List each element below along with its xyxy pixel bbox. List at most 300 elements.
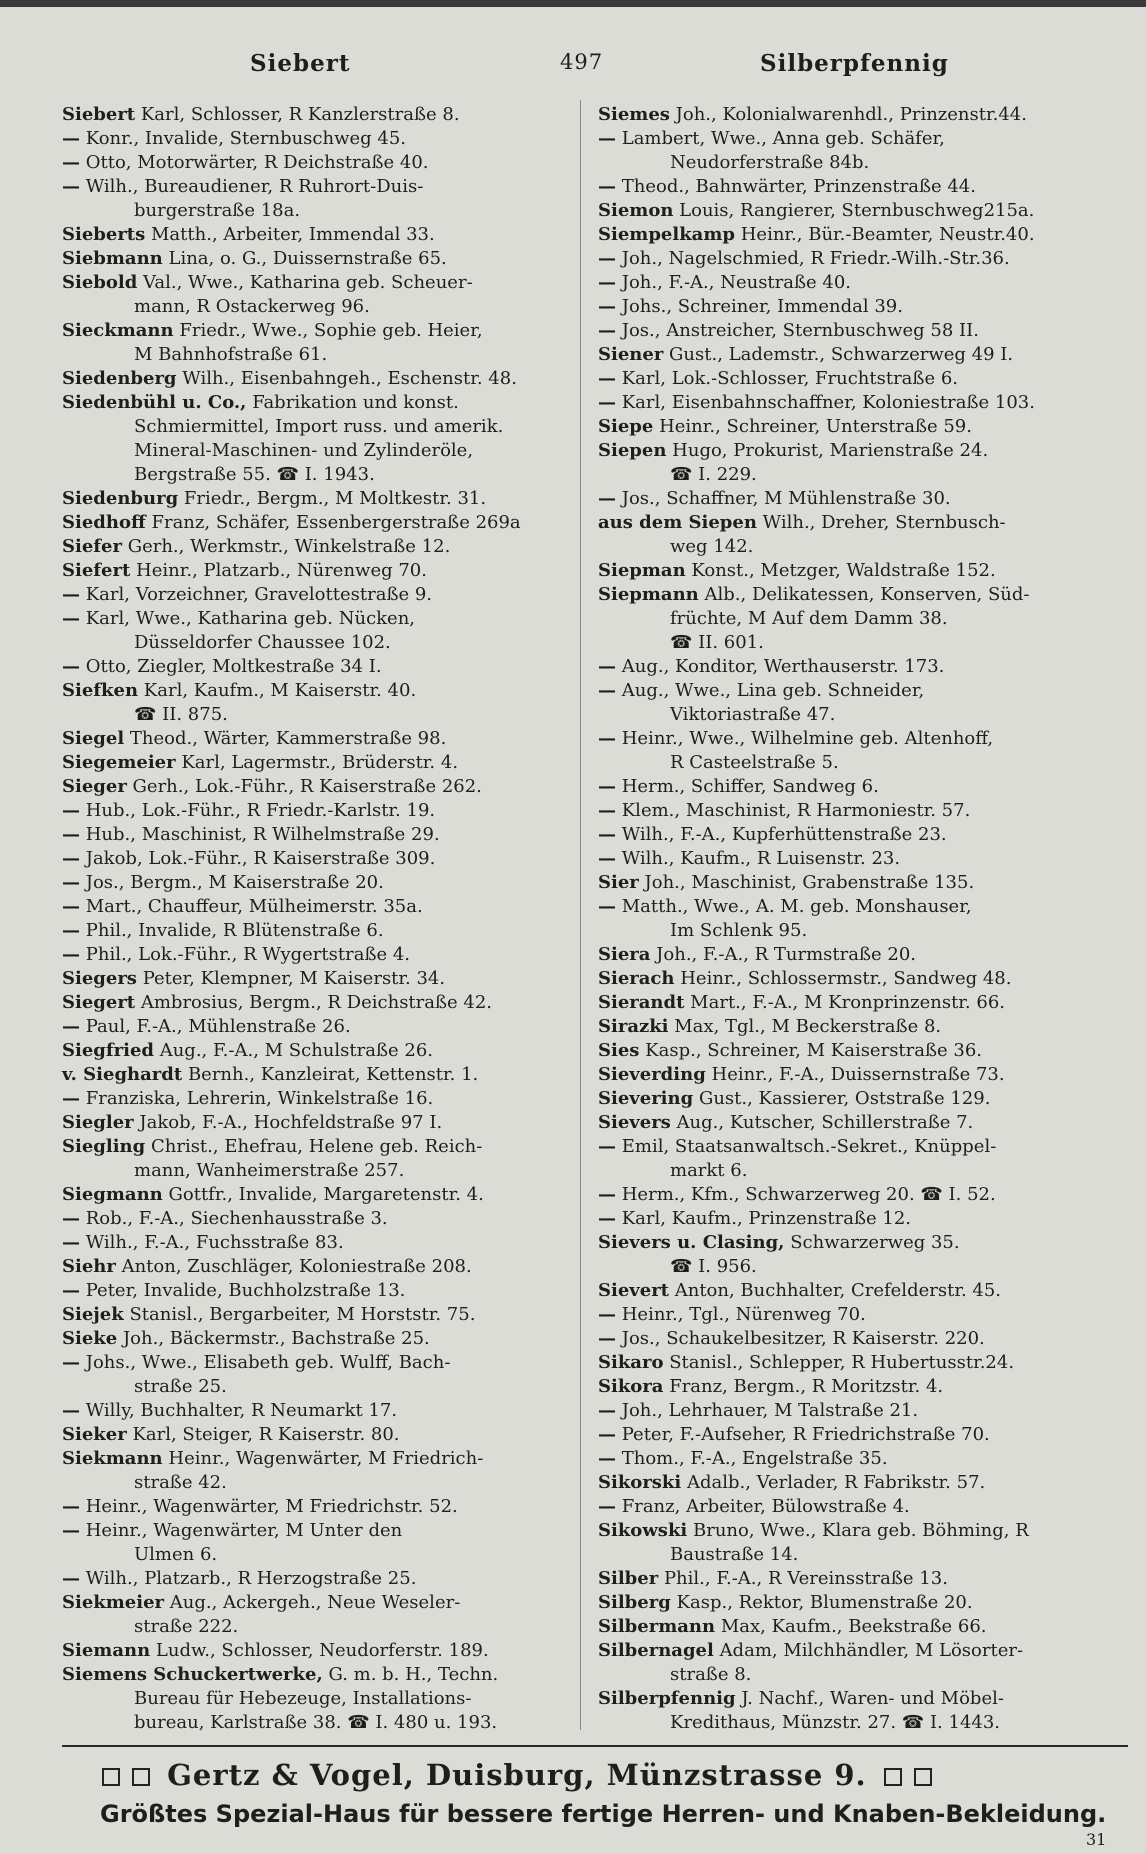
entry-surname: —	[62, 824, 80, 845]
directory-entry	[598, 847, 1128, 871]
directory-entry	[598, 1639, 1128, 1663]
entry-details: Jakob, Lok.-Führ., R Kaiserstraße 309.	[85, 848, 436, 869]
entry-details: Theod., Wärter, Kammerstraße 98.	[129, 728, 447, 749]
directory-entry	[598, 1423, 1128, 1447]
entry-surname: Siegfried	[62, 1040, 154, 1061]
entry-details: Joh., F.-A., R Turmstraße 20.	[656, 944, 917, 965]
entry-details: Friedr., Bergm., M Moltkestr. 31.	[183, 488, 487, 509]
entry-surname: Siedenburg	[62, 488, 179, 509]
entry-surname: Siener	[598, 344, 664, 365]
directory-entry	[598, 655, 1128, 679]
entry-details: Karl, Lagermstr., Brüderstr. 4.	[181, 752, 459, 773]
entry-details: Jos., Schaukelbesitzer, R Kaiserstr. 220.	[621, 1328, 985, 1349]
directory-entry	[598, 775, 1128, 799]
directory-entry	[598, 871, 1128, 895]
entry-details: Franz, Bergm., R Moritzstr. 4.	[669, 1376, 944, 1397]
entry-surname: —	[62, 656, 80, 677]
entry-continuation: Kredithaus, Münzstr. 27. ☎ I. 1443.	[670, 1712, 1001, 1733]
directory-entry	[62, 1015, 574, 1039]
directory-entry	[62, 319, 574, 343]
directory-entry	[62, 895, 574, 919]
entry-details: Heinr., Wagenwärter, M Friedrich-	[168, 1448, 484, 1469]
directory-entry	[598, 1087, 1128, 1111]
entry-surname: Siegemeier	[62, 752, 176, 773]
entry-surname: —	[598, 776, 616, 797]
entry-details: Hub., Lok.-Führ., R Friedr.-Karlstr. 19.	[85, 800, 436, 821]
entry-details: Joh., Kolonialwarenhdl., Prinzenstr.44.	[675, 104, 1027, 125]
entry-surname: —	[598, 392, 616, 413]
directory-entry	[62, 1111, 574, 1135]
entry-details: Max, Kaufm., Beekstraße 66.	[720, 1616, 987, 1637]
entry-surname: Siegel	[62, 728, 125, 749]
entry-surname: —	[598, 1424, 616, 1445]
entry-details: Fabrikation und konst.	[252, 392, 459, 413]
top-border	[0, 0, 1146, 7]
entry-surname: —	[62, 1352, 80, 1373]
entry-surname: —	[62, 896, 80, 917]
entry-details: Gust., Lademstr., Schwarzerweg 49 I.	[669, 344, 1014, 365]
entry-surname: Sierach	[598, 968, 675, 989]
entry-details: Emil, Staatsanwaltsch.-Sekret., Knüppel-	[621, 1136, 997, 1157]
entry-continuation: ☎ I. 956.	[670, 1256, 757, 1277]
entry-surname: —	[598, 1496, 616, 1517]
entry-surname: Sirazki	[598, 1016, 669, 1037]
entry-surname: —	[598, 728, 616, 749]
entry-surname: Siera	[598, 944, 651, 965]
entry-details: Bernh., Kanzleirat, Kettenstr. 1.	[187, 1064, 479, 1085]
ad-rule	[62, 1745, 1128, 1747]
directory-entry	[598, 103, 1128, 127]
entry-details: Heinr., Wagenwärter, M Friedrichstr. 52.	[85, 1496, 458, 1517]
directory-entry	[598, 511, 1128, 535]
entry-details: Matth., Arbeiter, Immendal 33.	[151, 224, 435, 245]
entry-surname: —	[598, 248, 616, 269]
directory-entry	[62, 919, 574, 943]
entry-details: Heinr., Wwe., Wilhelmine geb. Altenhoff,	[621, 728, 994, 749]
entry-surname: Sikora	[598, 1376, 664, 1397]
entry-continuation: Neudorferstraße 84b.	[670, 152, 870, 173]
entry-details: Schwarzerweg 35.	[790, 1232, 960, 1253]
entry-surname: —	[598, 296, 616, 317]
entry-continuation: Mineral-Maschinen- und Zylinderöle,	[134, 440, 474, 461]
entry-details: Mart., Chauffeur, Mülheimerstr. 35a.	[85, 896, 423, 917]
entry-continuation: früchte, M Auf dem Damm 38.	[670, 608, 948, 629]
directory-entry	[598, 1375, 1128, 1399]
directory-entry	[598, 1327, 1128, 1351]
entry-continuation: M Bahnhofstraße 61.	[134, 344, 328, 365]
entry-details: Hub., Maschinist, R Wilhelmstraße 29.	[85, 824, 440, 845]
entry-surname: —	[62, 128, 80, 149]
directory-entry	[598, 1567, 1128, 1591]
directory-entry	[598, 1519, 1128, 1543]
entry-details: Klem., Maschinist, R Harmoniestr. 57.	[621, 800, 971, 821]
entry-surname: Silberg	[598, 1592, 671, 1613]
entry-details: Franz, Schäfer, Essenbergerstraße 269a	[151, 512, 521, 533]
directory-entry	[598, 439, 1128, 463]
entry-surname: Siekmeier	[62, 1592, 165, 1613]
entry-details: Peter, F.-Aufseher, R Friedrichstraße 70.	[621, 1424, 990, 1445]
entry-details: Paul, F.-A., Mühlenstraße 26.	[85, 1016, 351, 1037]
entry-details: Mart., F.-A., M Kronprinzenstr. 66.	[690, 992, 1005, 1013]
entry-details: Aug., Ackergeh., Neue Weseler-	[169, 1592, 461, 1613]
directory-entry	[62, 223, 574, 247]
directory-entry	[62, 1423, 574, 1447]
advertisement-line1	[96, 1758, 1136, 1792]
entry-surname: —	[598, 176, 616, 197]
entry-surname: Sievering	[598, 1088, 694, 1109]
entry-surname: —	[62, 1400, 80, 1421]
entry-continuation: bureau, Karlstraße 38. ☎ I. 480 u. 193.	[134, 1712, 498, 1733]
directory-entry	[598, 943, 1128, 967]
entry-surname: —	[598, 896, 616, 917]
directory-entry	[598, 367, 1128, 391]
entry-details: Otto, Motorwärter, R Deichstraße 40.	[85, 152, 429, 173]
entry-surname: Silbernagel	[598, 1640, 714, 1661]
directory-entry	[62, 1447, 574, 1471]
entry-surname: —	[62, 920, 80, 941]
entry-details: Anton, Buchhalter, Crefelderstr. 45.	[674, 1280, 1002, 1301]
directory-entry	[598, 1039, 1128, 1063]
entry-continuation: Ulmen 6.	[134, 1544, 218, 1565]
entry-details: Hugo, Prokurist, Marienstraße 24.	[672, 440, 989, 461]
directory-entry	[598, 271, 1128, 295]
entry-details: Karl, Eisenbahnschaffner, Koloniestraße 103.	[621, 392, 1035, 413]
directory-entry	[62, 1399, 574, 1423]
entry-surname: Siebert	[62, 104, 136, 125]
entry-continuation: straße 8.	[670, 1664, 752, 1685]
entry-details: Wilh., Dreher, Sternbusch-	[762, 512, 1006, 533]
directory-entry	[598, 175, 1128, 199]
entry-surname: —	[62, 848, 80, 869]
entry-surname: —	[62, 584, 80, 605]
directory-entry	[62, 247, 574, 271]
entry-surname: —	[62, 800, 80, 821]
square-ornament-icon	[884, 1768, 902, 1786]
entry-details: Karl, Vorzeichner, Gravelottestraße 9.	[85, 584, 433, 605]
entry-details: Heinr., Platzarb., Nürenweg 70.	[136, 560, 427, 581]
entry-continuation: Viktoriastraße 47.	[670, 704, 836, 725]
entry-details: Rob., F.-A., Siechenhausstraße 3.	[85, 1208, 388, 1229]
entry-details: Heinr., Schlossermstr., Sandweg 48.	[680, 968, 1012, 989]
entry-continuation: mann, R Ostackerweg 96.	[134, 296, 370, 317]
directory-entry	[598, 823, 1128, 847]
directory-entry	[598, 1015, 1128, 1039]
entry-details: Friedr., Wwe., Sophie geb. Heier,	[179, 320, 483, 341]
directory-entry	[598, 1399, 1128, 1423]
entry-details: Franziska, Lehrerin, Winkelstraße 16.	[85, 1088, 434, 1109]
entry-continuation: Schmiermittel, Import russ. und amerik.	[134, 416, 504, 437]
entry-details: Phil., F.-A., R Vereinsstraße 13.	[663, 1568, 948, 1589]
square-ornament-icon	[914, 1768, 932, 1786]
entry-surname: Siegers	[62, 968, 137, 989]
right-column	[598, 103, 1128, 1735]
entry-details: Heinr., Schreiner, Unterstraße 59.	[659, 416, 972, 437]
entry-details: Adalb., Verlader, R Fabrikstr. 57.	[686, 1472, 986, 1493]
entry-surname: Siejek	[62, 1304, 124, 1325]
entry-surname: Siemann	[62, 1640, 151, 1661]
entry-continuation: ☎ I. 229.	[670, 464, 757, 485]
directory-entry	[62, 271, 574, 295]
directory-entry	[598, 1687, 1128, 1711]
entry-surname: Sier	[598, 872, 639, 893]
entry-details: Aug., F.-A., M Schulstraße 26.	[159, 1040, 433, 1061]
square-ornament-icon	[102, 1768, 120, 1786]
directory-entry	[598, 559, 1128, 583]
entry-surname: Sikorski	[598, 1472, 682, 1493]
entry-details: Joh., Nagelschmied, R Friedr.-Wilh.-Str.36.	[621, 248, 1010, 269]
entry-details: Otto, Ziegler, Moltkestraße 34 I.	[85, 656, 382, 677]
entry-details: Wilh., Eisenbahngeh., Eschenstr. 48.	[182, 368, 517, 389]
directory-entry	[62, 1183, 574, 1207]
entry-details: Christ., Ehefrau, Helene geb. Reich-	[150, 1136, 483, 1157]
running-head-left: Siebert	[250, 50, 351, 77]
directory-entry	[62, 655, 574, 679]
entry-details: Karl, Kaufm., Prinzenstraße 12.	[621, 1208, 912, 1229]
entry-continuation: mann, Wanheimerstraße 257.	[134, 1160, 405, 1181]
directory-entry	[598, 319, 1128, 343]
entry-details: Joh., Maschinist, Grabenstraße 135.	[644, 872, 975, 893]
entry-surname: Siepen	[598, 440, 667, 461]
entry-details: Adam, Milchhändler, M Lösorter-	[719, 1640, 1024, 1661]
left-column	[62, 103, 574, 1735]
directory-entry	[598, 799, 1128, 823]
directory-entry	[62, 1663, 574, 1687]
entry-details: Heinr., F.-A., Duissernstraße 73.	[711, 1064, 1005, 1085]
entry-surname: Siegling	[62, 1136, 146, 1157]
directory-entry	[598, 1351, 1128, 1375]
entry-surname: —	[598, 272, 616, 293]
directory-entry	[598, 1063, 1128, 1087]
entry-surname: —	[62, 1232, 80, 1253]
entry-details: Peter, Klempner, M Kaiserstr. 34.	[142, 968, 446, 989]
column-divider	[580, 100, 581, 1730]
directory-entry	[62, 1303, 574, 1327]
entry-details: Wilh., F.-A., Kupferhüttenstraße 23.	[621, 824, 947, 845]
entry-surname: —	[62, 1016, 80, 1037]
entry-continuation: Bureau für Hebezeuge, Installations-	[134, 1688, 472, 1709]
directory-entry	[62, 991, 574, 1015]
directory-entry	[598, 1303, 1128, 1327]
entry-details: Konr., Invalide, Sternbuschweg 45.	[85, 128, 407, 149]
directory-entry	[62, 1231, 574, 1255]
entry-details: Stanisl., Bergarbeiter, M Horststr. 75.	[129, 1304, 476, 1325]
entry-details: Aug., Konditor, Werthauserstr. 173.	[621, 656, 945, 677]
entry-continuation: weg 142.	[670, 536, 754, 557]
running-head-right: Silberpfennig	[760, 50, 949, 77]
ad-headline: Gertz & Vogel, Duisburg, Münzstrasse 9.	[167, 1758, 867, 1792]
directory-entry	[598, 1471, 1128, 1495]
directory-entry	[598, 1615, 1128, 1639]
entry-surname: —	[598, 1400, 616, 1421]
entry-details: Heinr., Bür.-Beamter, Neustr.40.	[740, 224, 1035, 245]
directory-entry	[62, 1255, 574, 1279]
directory-entry	[62, 1327, 574, 1351]
entry-details: Wilh., Bureaudiener, R Ruhrort-Duis-	[85, 176, 424, 197]
directory-entry	[598, 199, 1128, 223]
directory-entry	[62, 1519, 574, 1543]
directory-entry	[598, 487, 1128, 511]
directory-entry	[62, 607, 574, 631]
entry-details: Phil., Invalide, R Blütenstraße 6.	[85, 920, 384, 941]
entry-surname: —	[62, 1088, 80, 1109]
entry-surname: —	[598, 488, 616, 509]
directory-entry	[598, 1183, 1128, 1207]
entry-surname: v. Sieghardt	[62, 1064, 183, 1085]
entry-details: Herm., Kfm., Schwarzerweg 20. ☎ I. 52.	[621, 1184, 996, 1205]
entry-surname: Siemon	[598, 200, 674, 221]
entry-surname: Siedenbühl u. Co.,	[62, 392, 247, 413]
entry-continuation: R Casteelstraße 5.	[670, 752, 839, 773]
entry-details: J. Nachf., Waren- und Möbel-	[741, 1688, 1004, 1709]
directory-entry	[62, 679, 574, 703]
directory-entry	[598, 295, 1128, 319]
directory-entry	[62, 103, 574, 127]
entry-details: Theod., Bahnwärter, Prinzenstraße 44.	[621, 176, 976, 197]
entry-surname: —	[598, 1208, 616, 1229]
entry-details: Wilh., Platzarb., R Herzogstraße 25.	[85, 1568, 417, 1589]
directory-entry	[62, 799, 574, 823]
entry-details: Willy, Buchhalter, R Neumarkt 17.	[85, 1400, 398, 1421]
entry-details: Thom., F.-A., Engelstraße 35.	[621, 1448, 888, 1469]
directory-entry	[62, 967, 574, 991]
entry-details: Joh., Lehrhauer, M Talstraße 21.	[621, 1400, 919, 1421]
directory-entry	[598, 247, 1128, 271]
entry-surname: —	[62, 608, 80, 629]
directory-entry	[598, 1135, 1128, 1159]
entry-details: Konst., Metzger, Waldstraße 152.	[691, 560, 996, 581]
entry-details: Gottfr., Invalide, Margaretenstr. 4.	[168, 1184, 484, 1205]
entry-surname: Siefken	[62, 680, 139, 701]
entry-surname: —	[598, 848, 616, 869]
directory-entry	[62, 559, 574, 583]
directory-entry	[62, 391, 574, 415]
entry-details: Ludw., Schlosser, Neudorferstr. 189.	[155, 1640, 489, 1661]
entry-surname: Silber	[598, 1568, 659, 1589]
entry-surname: Siekmann	[62, 1448, 163, 1469]
entry-surname: Siefert	[62, 560, 131, 581]
entry-details: Johs., Schreiner, Immendal 39.	[621, 296, 903, 317]
directory-entry	[62, 1495, 574, 1519]
entry-surname: —	[62, 1280, 80, 1301]
entry-continuation: Bergstraße 55. ☎ I. 1943.	[134, 464, 375, 485]
directory-entry	[62, 487, 574, 511]
entry-details: Gerh., Lok.-Führ., R Kaiserstraße 262.	[132, 776, 482, 797]
entry-surname: —	[598, 680, 616, 701]
entry-details: Johs., Wwe., Elisabeth geb. Wulff, Bach-	[85, 1352, 451, 1373]
entry-surname: Siedenberg	[62, 368, 177, 389]
directory-entry	[62, 1279, 574, 1303]
entry-surname: Siemens Schuckertwerke,	[62, 1664, 323, 1685]
entry-surname: Sievers u. Clasing,	[598, 1232, 785, 1253]
entry-continuation: ☎ II. 875.	[134, 704, 228, 725]
entry-surname: Sieberts	[62, 224, 146, 245]
entry-details: Max, Tgl., M Beckerstraße 8.	[674, 1016, 942, 1037]
entry-continuation: straße 42.	[134, 1472, 227, 1493]
entry-surname: Siedhoff	[62, 512, 146, 533]
directory-entry	[598, 1495, 1128, 1519]
directory-entry	[598, 1591, 1128, 1615]
directory-entry	[62, 1591, 574, 1615]
entry-surname: —	[62, 944, 80, 965]
directory-entry	[598, 727, 1128, 751]
entry-details: Joh., F.-A., Neustraße 40.	[621, 272, 852, 293]
directory-entry	[598, 223, 1128, 247]
entry-details: Lambert, Wwe., Anna geb. Schäfer,	[621, 128, 945, 149]
entry-surname: Sierandt	[598, 992, 685, 1013]
entry-details: Gust., Kassierer, Oststraße 129.	[698, 1088, 991, 1109]
entry-details: Alb., Delikatessen, Konserven, Süd-	[704, 584, 1030, 605]
directory-entry	[598, 1447, 1128, 1471]
entry-details: Bruno, Wwe., Klara geb. Böhming, R	[693, 1520, 1029, 1541]
entry-details: Herm., Schiffer, Sandweg 6.	[621, 776, 879, 797]
entry-surname: —	[62, 1568, 80, 1589]
directory-entry	[62, 1207, 574, 1231]
entry-surname: Sievers	[598, 1112, 671, 1133]
directory-entry	[62, 535, 574, 559]
entry-surname: Sievert	[598, 1280, 669, 1301]
directory-entry	[62, 775, 574, 799]
entry-surname: Sikaro	[598, 1352, 664, 1373]
square-ornament-icon	[132, 1768, 150, 1786]
directory-entry	[62, 1135, 574, 1159]
entry-details: Jos., Anstreicher, Sternbuschweg 58 II.	[621, 320, 979, 341]
entry-details: Karl, Lok.-Schlosser, Fruchtstraße 6.	[621, 368, 958, 389]
entry-surname: aus dem Siepen	[598, 512, 757, 533]
entry-details: Aug., Kutscher, Schillerstraße 7.	[676, 1112, 974, 1133]
entry-surname: Siegert	[62, 992, 136, 1013]
entry-details: Kasp., Schreiner, M Kaiserstraße 36.	[645, 1040, 983, 1061]
entry-surname: —	[62, 872, 80, 893]
entry-details: Karl, Wwe., Katharina geb. Nücken,	[85, 608, 416, 629]
directory-entry	[62, 151, 574, 175]
directory-entry	[62, 1063, 574, 1087]
entry-continuation: Düsseldorfer Chaussee 102.	[134, 632, 391, 653]
entry-details: Karl, Schlosser, R Kanzlerstraße 8.	[140, 104, 460, 125]
directory-entry	[598, 991, 1128, 1015]
entry-surname: Sieker	[62, 1424, 127, 1445]
entry-surname: Siempelkamp	[598, 224, 735, 245]
entry-surname: Silbermann	[598, 1616, 716, 1637]
entry-continuation: straße 222.	[134, 1616, 239, 1637]
entry-details: Karl, Kaufm., M Kaiserstr. 40.	[143, 680, 417, 701]
entry-details: Lina, o. G., Duissernstraße 65.	[168, 248, 447, 269]
directory-entry	[598, 679, 1128, 703]
directory-entry	[62, 727, 574, 751]
entry-details: Matth., Wwe., A. M. geb. Monshauser,	[621, 896, 972, 917]
entry-surname: —	[62, 1496, 80, 1517]
directory-entry	[62, 511, 574, 535]
entry-details: Jakob, F.-A., Hochfeldstraße 97 I.	[139, 1112, 443, 1133]
entry-details: Anton, Zuschläger, Koloniestraße 208.	[121, 1256, 472, 1277]
directory-entry	[598, 343, 1128, 367]
entry-details: Joh., Bäckermstr., Bachstraße 25.	[122, 1328, 430, 1349]
entry-continuation: Im Schlenk 95.	[670, 920, 808, 941]
page-number: 497	[560, 50, 604, 74]
directory-entry	[62, 871, 574, 895]
entry-surname: —	[598, 368, 616, 389]
entry-surname: Sieke	[62, 1328, 118, 1349]
entry-surname: —	[62, 1520, 80, 1541]
entry-details: Val., Wwe., Katharina geb. Scheuer-	[143, 272, 473, 293]
entry-surname: —	[62, 152, 80, 173]
directory-entry	[598, 127, 1128, 151]
entry-surname: Siegler	[62, 1112, 134, 1133]
directory-entry	[598, 1231, 1128, 1255]
entry-surname: Siepe	[598, 416, 654, 437]
entry-surname: Siepmann	[598, 584, 699, 605]
entry-surname: —	[598, 1136, 616, 1157]
directory-entry	[598, 1279, 1128, 1303]
